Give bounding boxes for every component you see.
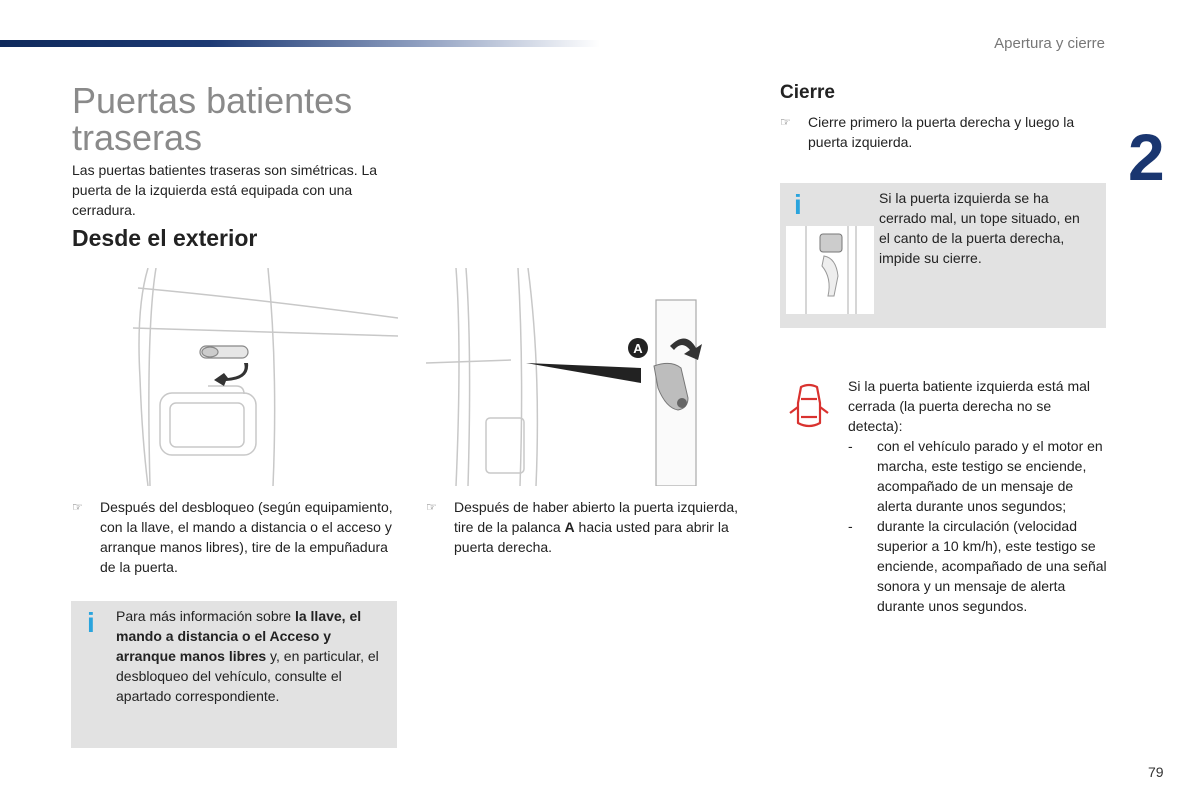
info-remote-pre: Para más información sobre bbox=[116, 608, 295, 624]
cierre-bullet-text: Cierre primero la puerta derecha y luego la puerta izquierda. bbox=[808, 114, 1075, 150]
cierre-bullet bbox=[780, 112, 1108, 152]
exterior-bullet-2-post: hacia usted para abrir la puerta derecha. bbox=[454, 519, 729, 555]
exterior-bullet-2-bold: A bbox=[564, 519, 575, 535]
header-gradient-bar bbox=[0, 40, 600, 47]
info-remote-bold: la llave, el mando a distancia o el Acceso y arranque manos libres bbox=[116, 608, 362, 664]
exterior-bullet-2 bbox=[426, 497, 754, 557]
warning-list bbox=[848, 436, 1108, 616]
door-open-warning-icon bbox=[786, 383, 832, 433]
bullet-mark: ☞ bbox=[426, 500, 437, 514]
chapter-number: 2 bbox=[1128, 120, 1165, 194]
bullet-mark: ☞ bbox=[780, 115, 791, 129]
warning-item-2 bbox=[848, 516, 1108, 616]
exterior-bullet-1 bbox=[72, 497, 400, 577]
dash-mark: - bbox=[848, 438, 853, 454]
info-box-remote-text bbox=[116, 606, 381, 706]
exterior-bullet-1-text: Después del desbloqueo (según equipamiento, con la llave, el mando a distancia o el acceso y arranque manos libres), tire de la empuñadura de la puerta. bbox=[100, 499, 393, 575]
info-icon: i bbox=[87, 607, 95, 638]
info-remote-post: y, en particular, el desbloqueo del vehículo, consulte el apartado correspondiente. bbox=[116, 648, 379, 704]
warning-item-1-text: con el vehículo parado y el motor en marcha, este testigo se enciende, acompañado de un mensaje de alerta durante unos segundos; bbox=[877, 438, 1103, 514]
cierre-heading: Cierre bbox=[780, 82, 835, 103]
info-icon: i bbox=[794, 189, 802, 220]
pull-arrow bbox=[214, 363, 248, 386]
info-box-remote bbox=[71, 601, 397, 748]
page-number: 79 bbox=[1148, 764, 1164, 780]
bullet-mark: ☞ bbox=[72, 500, 83, 514]
label-a: A bbox=[633, 341, 643, 356]
lever-a-figure bbox=[426, 268, 716, 486]
dash-mark: - bbox=[848, 518, 853, 534]
section-label: Apertura y cierre bbox=[994, 35, 1105, 52]
warning-intro: Si la puerta batiente izquierda está mal cerrada (la puerta derecha no se detecta): bbox=[848, 378, 1091, 434]
warning-item-1 bbox=[848, 436, 1108, 516]
page-title: Puertas batientes traseras bbox=[72, 80, 353, 158]
exterior-heading: Desde el exterior bbox=[72, 225, 258, 251]
warning-item-2-text: durante la circulación (velocidad superior a 10 km/h), este testigo se enciende, acompañado de una señal sonora y un mensaje de alerta durante unos segundos. bbox=[877, 518, 1107, 614]
door-stop-thumbnail bbox=[786, 226, 874, 314]
door-handle-figure bbox=[128, 268, 398, 486]
info-box-stop-text: Si la puerta izquierda se ha cerrado mal, un tope situado, en el canto de la puerta derecha, impide su cierre. bbox=[879, 190, 1080, 266]
handle-shape bbox=[200, 346, 248, 358]
exterior-bullet-2-pre: Después de haber abierto la puerta izquierda, tire de la palanca bbox=[454, 499, 739, 535]
intro-paragraph: Las puertas batientes traseras son simétricas. La puerta de la izquierda está equipada con una cerradura. bbox=[72, 162, 378, 218]
pointer-wedge bbox=[526, 363, 641, 383]
info-box-stop bbox=[780, 183, 1106, 328]
